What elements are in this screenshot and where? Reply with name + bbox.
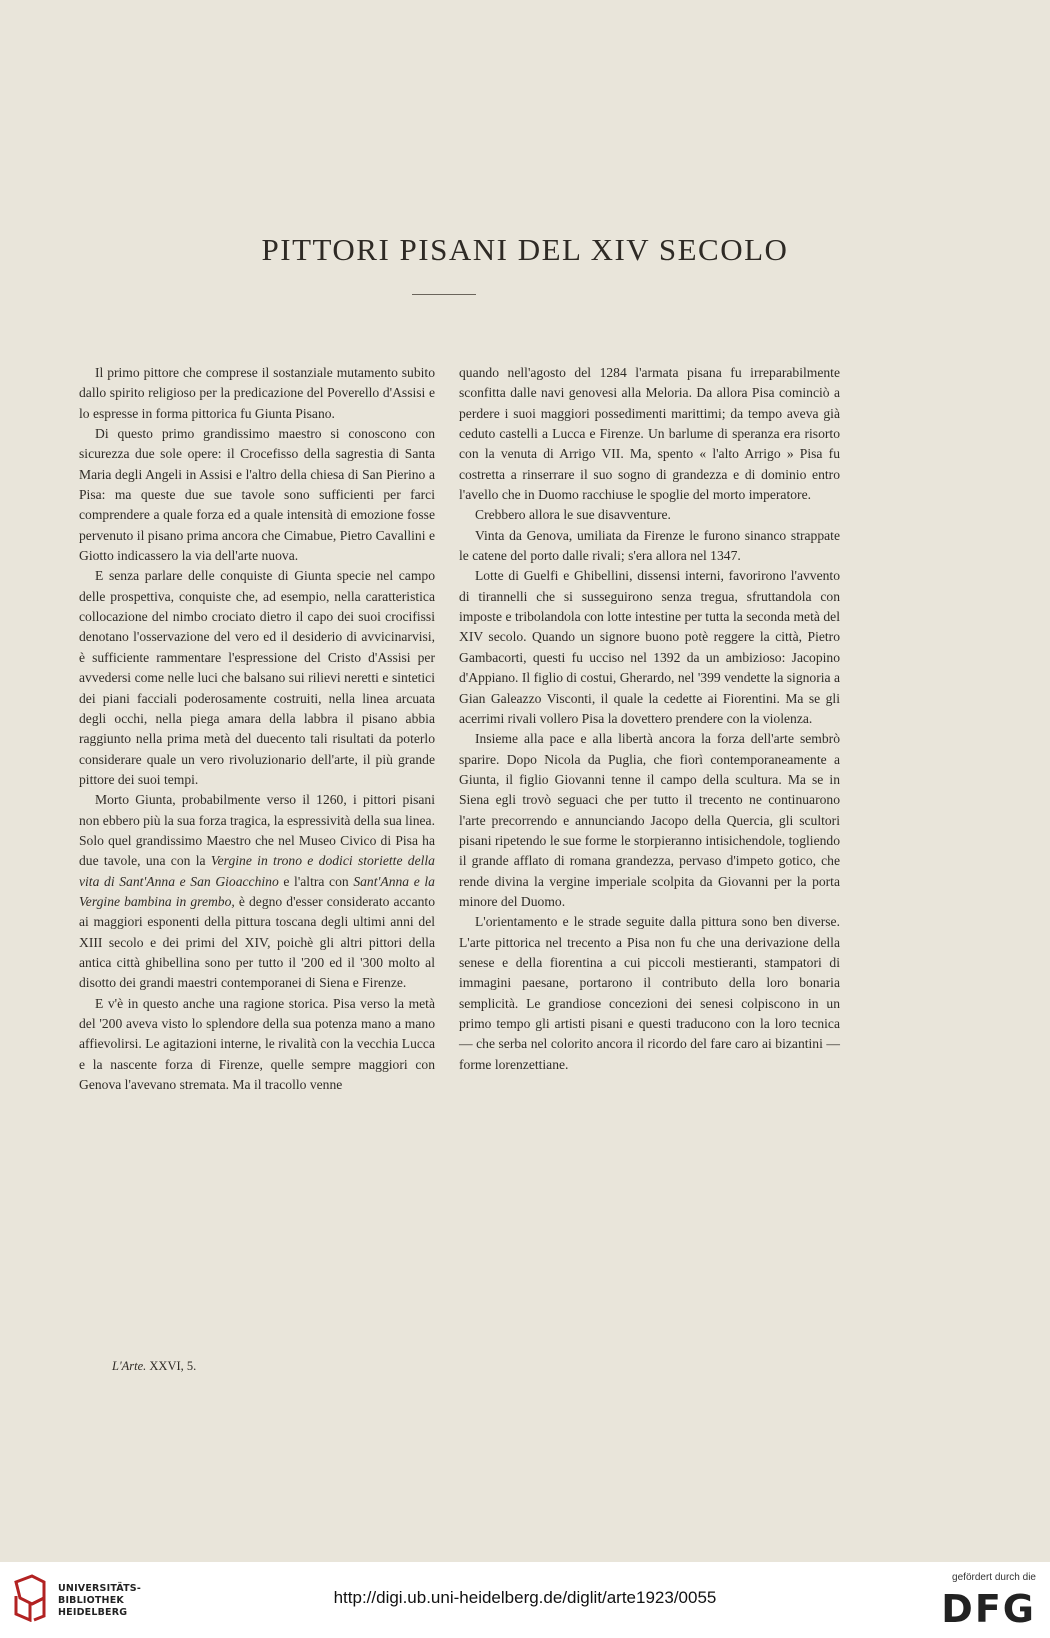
paragraph: Il primo pittore che comprese il sostanziale mutamento subito dallo spirito religioso per la predicazione del Poverello d'Assisi e lo espresse in forma pittorica fu Giunta Pisano. (79, 365, 435, 421)
journal-name: L'Arte. (112, 1359, 147, 1373)
library-name-line: UNIVERSITÄTS- (58, 1583, 141, 1594)
text-run: è degno d'esser considerato accanto ai maggiori esponenti della pittura toscana degli ultimi anni del XIII secolo e dei primi del XIV, poichè gli altri pittori della antica città ghibellina sono per tutto il '200 ed il '300 molto al disotto dei grandi maestri contemporanei di Siena e Firenze. (79, 893, 435, 991)
page-footnote (112, 1359, 196, 1374)
library-name-line: BIBLIOTHEK (58, 1595, 124, 1606)
artwork-title: Vergine in trono e dodici storiette della vita di Sant'Anna e San Gioacchino (79, 853, 435, 889)
paragraph: Lotte di Guelfi e Ghibellini, dissensi interni, favorirono l'avvento di tirannelli che si susseguirono senza tregua, sfruttandola con imposte e tribolandola con lotte intestine per tutta la seconda metà del XIV secolo. Quando un signore buono potè reggere la città, Pietro Gambacorti, questi fu ucciso nel 1392 da un ambizioso: Jacopino d'Appiano. Il figlio di costui, Gherardo, nel '399 vendette la signoria a Gian Galeazzo Visconti, il quale la cedette ai Fiorentini. Ma se gli acerrimi rivali vollero Pisa la dovettero prendere con la violenza. (459, 568, 840, 726)
volume-number: XXVI, 5. (146, 1359, 197, 1373)
paragraph: quando nell'agosto del 1284 l'armata pisana fu irreparabilmente sconfitta dalle navi genovesi alla Meloria. Da allora Pisa cominciò a perdere i suoi maggiori possedimenti marittimi; da tempo aveva già ceduto castelli a Lucca e Firenze. Un barlume di speranza era risorto con la venuta di Arrigo VII. Ma, spento « l'alto Arrigo » Pisa fu costretta a rinserrare il suo sogno di grandezza e di dominio entro l'avello che in Duomo racchiuse le spoglie del morto imperatore. (459, 365, 840, 503)
right-column (459, 363, 840, 1075)
paragraph: Insieme alla pace e alla libertà ancora la forza dell'arte sembrò sparire. Dopo Nicola da Puglia, che fiorì contemporaneamente a Giunta, il figlio Giovanni tenne il campo della scultura. Ma se in Siena egli trovò seguaci che per tutto il trecento ne continuarono l'arte precorrendo e annunciando Jacopo della Quercia, gli scultori pisani ripetendo le sue forme le storpieranno intisichendole, togliendo il grande afflato di romana grandezza, pervaso d'impeto gotico, che rende divina la vergine imperiale scolpita da Giovanni per la porta minore del Duomo. (459, 731, 840, 909)
funded-by-label: gefördert durch die (952, 1572, 1036, 1583)
footer-bar (0, 1562, 1050, 1638)
paragraph: E v'è in questo anche una ragione storica. Pisa verso la metà del '200 aveva visto lo splendore della sua potenza mano a mano affievolirsi. Le agitazioni interne, le rivalità con la vecchia Lucca e la nascente forza di Firenze, quelle sempre maggiori con Genova l'avevano stremata. Ma il tracollo venne (79, 995, 435, 1093)
title-divider (412, 294, 476, 295)
svg-text:DFG: DFG (941, 1588, 1036, 1626)
text-run: e l'altra con (278, 873, 354, 889)
article-title: PITTORI PISANI DEL XIV SECOLO (261, 232, 789, 267)
paragraph: Crebbero allora le sue disavventure. (475, 507, 671, 523)
paragraph: E senza parlare delle conquiste di Giunta specie nel campo delle prospettiva, conquiste che, ad esempio, nella caratteristica collocazione del nimbo crociato dietro il capo dei suoi crocifissi denotano l'osservazione del vero ed il desiderio di avvicinarvisi, è sufficiente rammentare l'espressione del Cristo d'Assisi per avvedersi come nelle luci che balsano sui rilievi neretti e sintetici dei piani facciali poderosamente costruiti, nella linea arcuata degli occhi, nella piega amara della labbra il pisano abbia raggiunto nella prima metà del duecento tali risultati da poterlo considerare quale un vero rivoluzionario dell'arte, il più grande pittore dei suoi tempi. (79, 568, 435, 787)
paragraph (79, 790, 435, 993)
left-column (79, 363, 435, 1095)
paragraph: L'orientamento e le strade seguite dalla pittura sono ben diverse. L'arte pittorica nel trecento a Pisa non fu che una derivazione della senese e della fiorentina a cui piccoli mestieranti, stampatori di immagini paesane, portarono il contributo della loro bonaria semplicità. Le grandiose concezioni dei senesi colpiscono in un primo tempo gli artisti pisani e questi traducono con la loro tecnica — che serba nel colorito ancora il ricordo del fare caro ai bizantini — forme lorenzettiane. (459, 914, 840, 1072)
paragraph: Vinta da Genova, umiliata da Firenze le furono sinanco strappate le catene del porto dalle rivali; s'era allora nel 1347. (459, 527, 840, 564)
dfg-logo-icon (936, 1588, 1036, 1626)
source-url-link[interactable]: http://digi.ub.uni-heidelberg.de/diglit/arte1923/0055 (333, 1588, 717, 1607)
paragraph: Di questo primo grandissimo maestro si conoscono con sicurezza due sole opere: il Crocefisso della sagrestia di Santa Maria degli Angeli in Assisi e l'altro della chiesa di San Pierino a Pisa: ma queste due sue tavole sono sufficienti per farci comprendere a quale forza ed a quale intensità di emozione fosse pervenuto il pisano prima ancora che Cimabue, Pietro Cavallini e Giotto indicassero la via dell'arte nuova. (79, 426, 435, 564)
artwork-title: Sant'Anna e la Vergine bambina in grembo, (79, 873, 435, 909)
text-run: Morto Giunta, probabilmente verso il 1260, i pittori pisani non ebbero più la sua forza tragica, la espressività della sua linea. Solo quel grandissimo Maestro che nel Museo Civico di Pisa ha due tavole, una con la (79, 792, 435, 869)
library-name-line: HEIDELBERG (58, 1607, 128, 1618)
